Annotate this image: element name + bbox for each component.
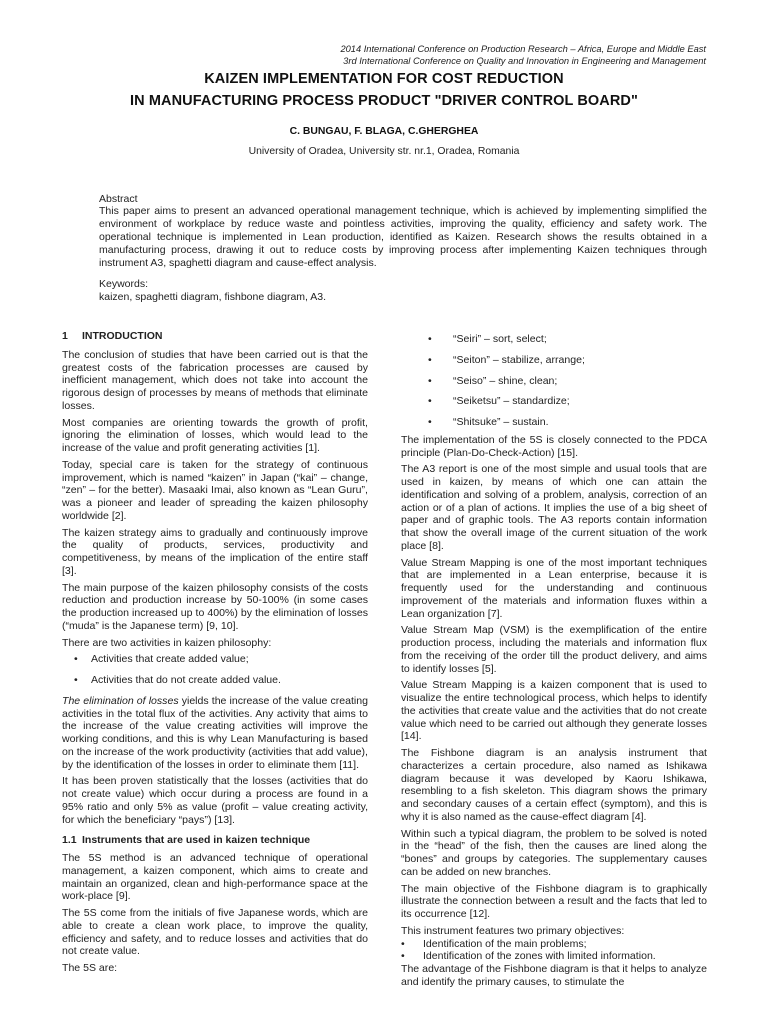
list-item-text: “Seiketsu” – standardize; <box>453 395 570 408</box>
title-line-1: KAIZEN IMPLEMENTATION FOR COST REDUCTION <box>204 71 564 87</box>
list-item-text: “Seiri” – sort, select; <box>453 333 547 345</box>
paragraph: Within such a typical diagram, the problem to be solved is noted in the “head” of the fish, then the causes are lined along the “bones” and groups by categories. The supplementary causes can be added on new branches. <box>401 827 707 878</box>
bullet-icon: • <box>428 416 432 428</box>
paragraph: Most companies are orienting towards the growth of profit, ignoring the elimination of losses, which would lead to the increase of the value and profit generating activities [1]. <box>62 416 368 454</box>
list-item <box>401 333 707 346</box>
list-item <box>62 674 368 687</box>
conference-line-2: 3rd International Conference on Quality and Innovation in Engineering and Management <box>343 56 706 66</box>
paragraph: There are two activities in kaizen philosophy: <box>62 636 272 649</box>
list-item <box>401 395 707 408</box>
list-item-text: “Seiso” – shine, clean; <box>453 374 558 387</box>
paragraph: The main purpose of the kaizen philosophy consists of the costs reduction and production increase by 50-100% (in some cases the production increased up to 400%) by the elimination of losses (“muda” is the Japanese term) [9, 10]. <box>62 581 368 632</box>
bullet-icon: • <box>74 653 78 666</box>
section-number: 1 <box>62 330 68 342</box>
bullet-icon: • <box>401 950 405 963</box>
list-item <box>401 950 707 963</box>
list-item-text: Identification of the main problems; <box>423 937 587 950</box>
paragraph: The 5S come from the initials of five Japanese words, which are able to create a clean work place, to improve the quality, efficiency and safety, and to reduce losses and activities that do not create value. <box>62 907 368 958</box>
list-item-text: Identification of the zones with limited information. <box>423 950 656 963</box>
paragraph: The 5S are: <box>62 962 118 974</box>
objectives-list <box>401 938 707 964</box>
paragraph-text: yields the increase of the value creating activities in the total flux of the activities. Any activity that aims to the increase of the value creating activities will improve the working conditions, and this is why Lean Manufacturing is based on the increase of the work productivity (activities that add value), by the identification of the losses in order to eliminate them [11]. <box>62 694 368 771</box>
abstract-text: This paper aims to present an advanced operational management technique, which is achieved by implementing simplified the environment of workplace by reduce waste and pointless activities, improving the quality, efficiency and safety work. The operational technique is implemented in Lean production, identified as Kaizen. Research shows the results obtained in a manufacturing process, drawing it out to reduce costs by improving process after implementing Kaizen techniques through instrument A3, spaghetti diagram and cause-effect analysis. <box>99 205 707 270</box>
paragraph: Value Stream Mapping is a kaizen component that is used to visualize the entire technological process, which helps to identify the activities that create value and the activities that do not create value which need to be carried out although they generate losses [14]. <box>401 679 707 743</box>
right-column <box>401 330 707 993</box>
affiliation: University of Oradea, University str. nr.1, Oradea, Romania <box>248 146 520 157</box>
paragraph: The Fishbone diagram is an analysis instrument that characterizes a certain procedure, also named as Ishikawa diagram because it was developed by Kaoru Ishikawa, resembling to a fish skeleton. This diagram shows the primary and secondary causes of a certain effect (symptom), and this is why it is also named as the cause-effect diagram [4]. <box>401 747 707 823</box>
paragraph: It has been proven statistically that the losses (activities that do not create value) which occur during a process are found in a 95% ratio and only 5% as value (profit – value creating activity, for which the beneficiary “pays”) [13]. <box>62 775 368 826</box>
keywords-heading: Keywords: <box>99 278 149 290</box>
paragraph <box>62 695 368 772</box>
paragraph: The A3 report is one of the most simple and usual tools that are used in kaizen, by means of which one can attain the identification and solving of a problem, analysis, correction of an action or of a plan of actions. It implies the use of a big sheet of paper and of graphic tools. The A3 reports contain information that show the overall image of the current situation of the work place [8]. <box>401 463 707 552</box>
subsection-heading <box>62 834 368 847</box>
bullet-icon: • <box>428 353 432 366</box>
paragraph: The 5S method is an advanced technique of operational management, a kaizen component, which aims to create and maintain an organized, clean and high-performance space at the work-place [9]. <box>62 852 368 903</box>
title-line-2: IN MANUFACTURING PROCESS PRODUCT "DRIVER CONTROL BOARD" <box>130 93 638 109</box>
list-item <box>401 938 707 951</box>
paragraph: The implementation of the 5S is closely connected to the PDCA principle (Plan-Do-Check-Action) [15]. <box>401 433 707 459</box>
activities-list <box>62 653 368 687</box>
paper-title <box>0 68 768 112</box>
paragraph: The main objective of the Fishbone diagram is to graphically illustrate the connection between a result and the facts that led to its occurrence [12]. <box>401 882 707 920</box>
bullet-icon: • <box>428 333 432 345</box>
bullet-icon: • <box>428 374 432 387</box>
keywords-text: kaizen, spaghetti diagram, fishbone diagram, A3. <box>99 291 327 303</box>
conference-header <box>186 43 706 67</box>
list-item-text: “Shitsuke” – sustain. <box>453 416 549 428</box>
list-item-text: Activities that do not create added value. <box>91 674 281 686</box>
section-title: INTRODUCTION <box>82 330 163 342</box>
subsection-number: 1.1 <box>62 834 77 847</box>
paragraph: Value Stream Mapping is one of the most important techniques that are implemented in a Lean enterprise, because it is frequently used for the understanding and continuous improvement of the materials and information fluxes within a Lean organization [7]. <box>401 556 707 620</box>
abstract-heading: Abstract <box>99 193 138 205</box>
paragraph: This instrument features two primary objectives: <box>401 924 625 937</box>
conference-line-1: 2014 International Conference on Production Research – Africa, Europe and Middle East <box>340 44 706 54</box>
subsection-title: Instruments that are used in kaizen technique <box>82 834 311 847</box>
list-item <box>401 354 707 367</box>
authors: C. BUNGAU, F. BLAGA, C.GHERGHEA <box>289 126 479 137</box>
paragraph: The advantage of the Fishbone diagram is that it helps to analyze and identify the primary causes, to stimulate the <box>401 963 707 988</box>
paragraph: Today, special care is taken for the strategy of continuous improvement, which is named “kaizen” in Japan (“kai” – change, “zen” – for the better). Masaaki Imai, also known as “Lean Guru”, was a pioneer and leader of spreading the kaizen philosophy worldwide [2]. <box>62 458 368 522</box>
paragraph: The conclusion of studies that have been carried out is that the greatest costs of the fabrication processes are caused by inefficient management, which does not take into account the rigorous design of processes by means of methods that eliminate losses. <box>62 348 368 412</box>
list-item-text: “Seiton” – stabilize, arrange; <box>453 353 585 366</box>
five-s-list <box>401 333 707 429</box>
paragraph: The kaizen strategy aims to gradually and continuously improve the quality of products, services, productivity and competitiveness, by means of the implication of the entire staff [3]. <box>62 526 368 577</box>
section-heading <box>62 330 368 343</box>
list-item <box>401 416 707 429</box>
left-column <box>62 330 368 979</box>
list-item <box>62 653 368 666</box>
italic-phrase: The elimination of losses <box>62 694 179 707</box>
list-item-text: Activities that create added value; <box>91 653 249 666</box>
paragraph: Value Stream Map (VSM) is the exemplification of the entire production process, including the materials and information flux from the receiving of the order till the product delivery, and aims to identify losses [5]. <box>401 624 707 675</box>
bullet-icon: • <box>74 674 78 686</box>
list-item <box>401 375 707 388</box>
bullet-icon: • <box>401 937 405 950</box>
bullet-icon: • <box>428 395 432 408</box>
